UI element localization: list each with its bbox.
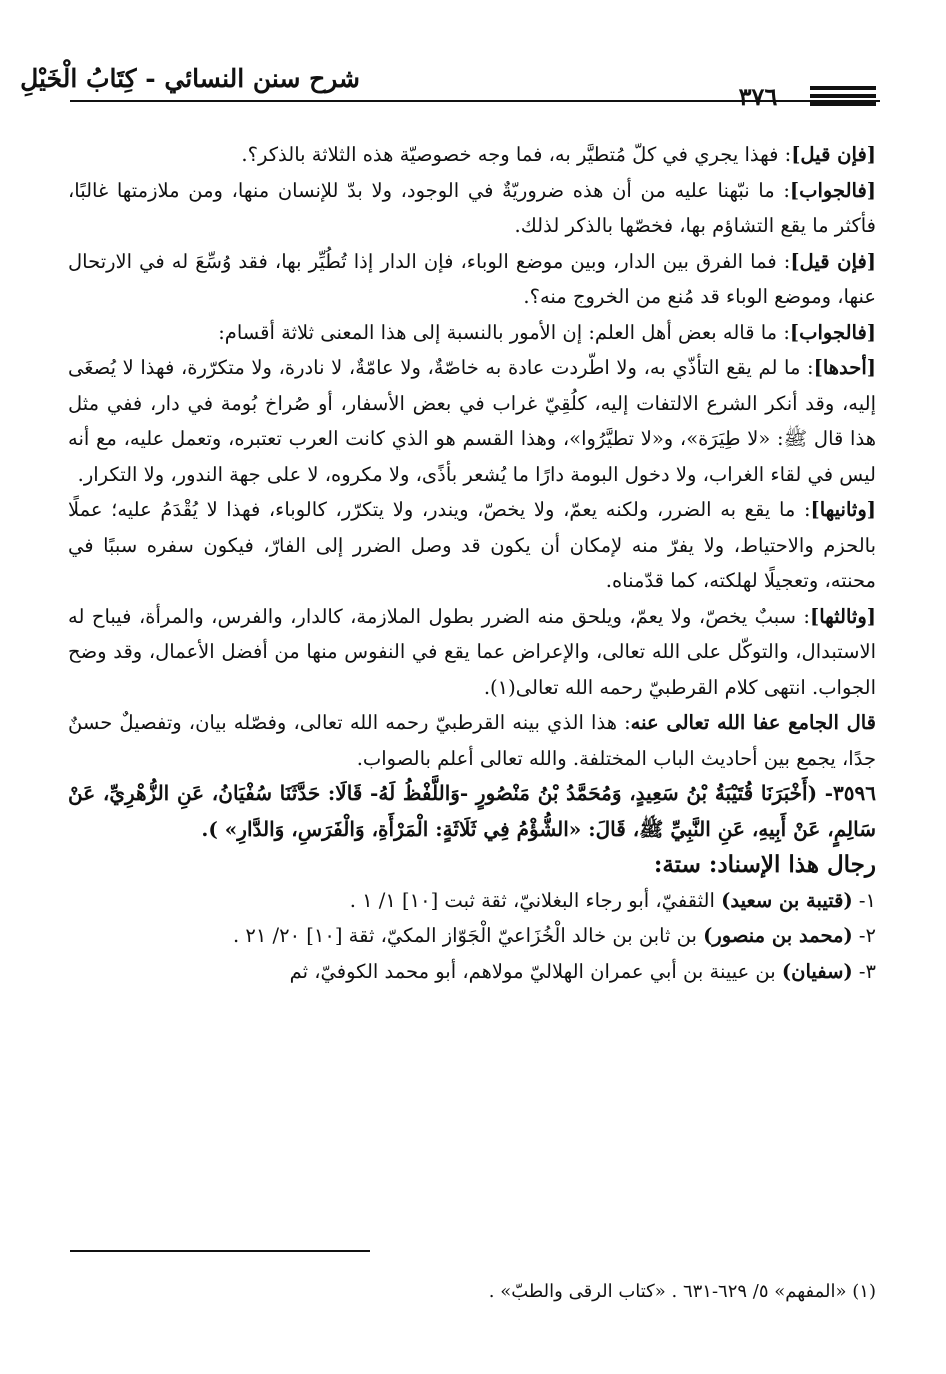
paragraph-label: قال الجامع عفا الله تعالى عنه — [630, 711, 877, 734]
paragraph-text: : سببٌ يخصّ، ولا يعمّ، ويلحق منه الضرر بطول الملازمة، كالدار، والفرس، والمرأة، فيباح له الاستبدال، والتوكّل على الله تعالى، والإعراض عما يقع في النفوس منها من أفضل الأعمال، وقد وضح الجواب. انتهى كلام القرطبيّ رحمه الله تعالى(١). — [68, 604, 876, 699]
narrator-text: بن ثابن بن خالد الْخُزَاعيّ الْجَوّاز المكيّ، ثقة [١٠] ٢٠/ ٢١ . — [232, 924, 704, 947]
paragraph-label: [وثالثها] — [810, 604, 876, 628]
paragraph — [68, 244, 876, 315]
narrator-item — [68, 918, 876, 954]
narrator-item — [68, 954, 876, 990]
paragraph-text: : ما لم يقع التأذّي به، ولا اطّردت عادة به خاصّةٌ، ولا عامّةٌ، لا نادرة، ولا متكرّرة، فهذا لا يُصغَى إليه، وقد أنكر الشرع الالتفات إليه، كلُقِيّ غراب في بعض الأسفار، أو صُراخ بُومة في دار، ففي مثل هذا قال ﷺ: «لا طِيَرَة»، و«لا تطيَّرُوا»، وهذا القسم هو الذي كانت العرب تعتبره، وتعمل عليه، مع أنه ليس في لقاء الغراب، ولا دخول البومة دارًا ما يُشعر بأذًى، ولا مكروه، لا على جهة الندور، ولا التكرار. — [68, 356, 876, 486]
paragraph — [68, 599, 876, 706]
paragraph-text: : هذا الذي بينه القرطبيّ رحمه الله تعالى، وفصّله بيان، وتفصيلٌ حسنٌ جدًا، يجمع بين أحاديث الباب المختلفة. والله تعالى أعلم بالصواب. — [68, 711, 876, 770]
main-text — [68, 137, 876, 989]
paragraph — [68, 173, 876, 244]
paragraph — [68, 137, 876, 173]
narrator-item — [68, 883, 876, 919]
page-number-ornament — [810, 86, 876, 110]
footnote: (١) «المفهم» ٥/ ٦٢٩-٦٣١ . «كتاب الرقى والطبّ» . — [488, 1281, 876, 1302]
paragraph-label: [فالجواب] — [789, 320, 876, 344]
paragraph-text: : ما نبّهنا عليه من أن هذه ضروريّةٌ في الوجود، ولا بدّ للإنسان منها، ومن ملازمتها غالبًا، فأكثر ما يقع التشاؤم بها، فخصّها بالذكر لذلك. — [68, 178, 876, 237]
paragraph — [68, 350, 876, 492]
narrator-name: (سفيان) — [781, 959, 853, 983]
paragraph-text: : ما يقع به الضرر، ولكنه يعمّ، ولا يخصّ، ويندر، ولا يتكرّر، كالوباء، فهذا لا يُقْدَمُ عليه؛ عملًا بالحزم والاحتياط، ولا يفرّ منه لإمكان أن يكون قد وصل الضرر إلى الفارّ، فيكون سفره سببًا في محنته، وتعجيلًا لهلكته، كما قدّمناه. — [68, 498, 876, 592]
page-number: ٣٧٦ — [738, 82, 778, 111]
paragraph-label: [فالجواب] — [789, 178, 876, 202]
running-title: شرح سنن النسائي - كِتَابُ الْخَيْلِ — [20, 64, 360, 93]
narrator-number: ١- — [858, 888, 876, 912]
paragraph-text: : فما الفرق بين الدار، وبين موضع الوباء، فإن الدار إذا تُطُيِّر بها، فقد وُسِّعَ له في الارتحال عنها، وموضع الوباء قد مُنع من الخروج منه؟. — [68, 249, 876, 308]
paragraph — [68, 315, 876, 351]
paragraph-label: [فإن قيل] — [790, 249, 876, 273]
paragraph-label: [أحدها] — [813, 356, 876, 379]
narrator-number: ٣- — [858, 959, 876, 983]
section-title: رجال هذا الإسناد: ستة: — [653, 851, 876, 878]
narrator-name: (قتيبة بن سعيد) — [721, 888, 853, 912]
narrator-text: الثقفيّ، أبو رجاء البغلانيّ، ثقة ثبت [١٠] ١/ ١ . — [349, 888, 722, 912]
hadith-text: ٣٥٩٦- (أَخْبَرَنَا قُتَيْبَةُ بْنُ سَعِيدٍ، وَمُحَمَّدُ بْنُ مَنْصُورٍ -وَاللَّفْظُ لَهُ- قَالَا: حَدَّثَنَا سُفْيَانُ، عَنِ الزُّهْرِيِّ، عَنْ سَالِمٍ، عَنْ أَبِيهِ، عَنِ النَّبِيِّ ﷺ، قَالَ: «الشُّؤْمُ فِي ثَلَاثَةٍ: الْمَرْأَةِ، وَالْفَرَسِ، وَالدَّارِ» ). — [68, 781, 876, 841]
paragraph — [68, 705, 876, 776]
narrator-name: (محمد بن منصور) — [703, 924, 853, 947]
paragraph — [68, 492, 876, 599]
paragraph-text: : ما قاله بعض أهل العلم: إن الأمور بالنسبة إلى هذا المعنى ثلاثة أقسام: — [218, 320, 790, 344]
narrator-number: ٢- — [858, 924, 876, 947]
narrator-text: بن عيينة بن أبي عمران الهلاليّ مولاهم، أبو محمد الكوفيّ، ثم — [289, 959, 782, 983]
footnote-rule — [70, 1250, 370, 1252]
paragraph-text: : فهذا يجري في كلّ مُتطيَّر به، فما وجه خصوصيّة هذه الثلاثة بالذكر؟. — [241, 143, 792, 166]
paragraph-label: [فإن قيل] — [791, 143, 876, 166]
paragraph-label: [وثانيها] — [810, 498, 876, 521]
